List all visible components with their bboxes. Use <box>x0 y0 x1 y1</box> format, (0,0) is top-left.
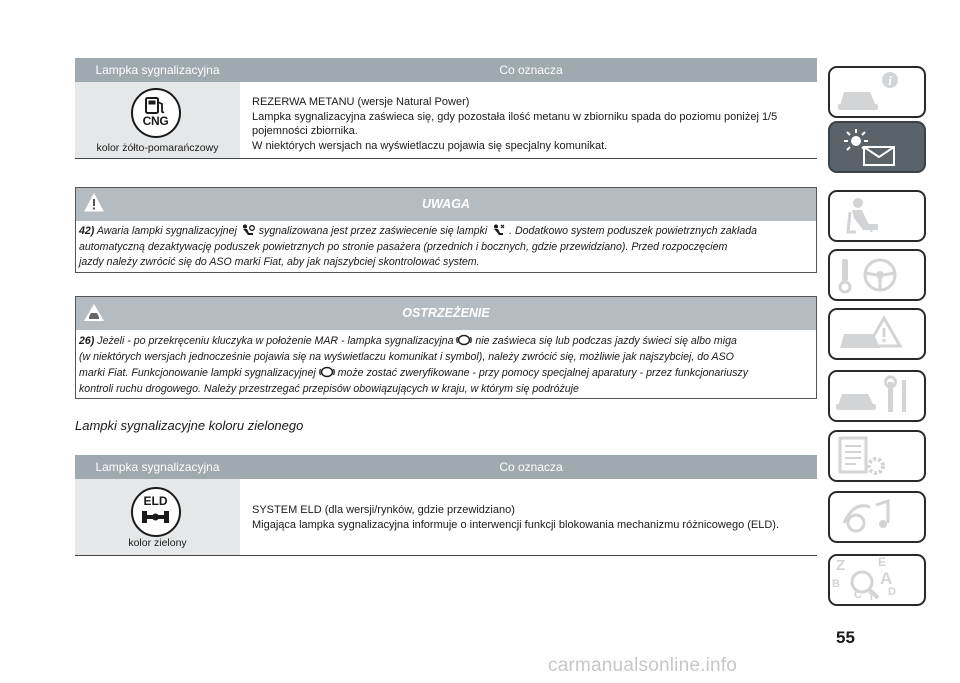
eld-differential-lock-icon <box>131 487 181 537</box>
tab-starting-driving[interactable] <box>828 249 926 301</box>
lamp-color-label: kolor żółto-pomarańczowy <box>96 142 219 154</box>
car-info-icon <box>830 68 924 116</box>
warning-text <box>79 224 814 271</box>
seat-airbag-icon <box>830 192 924 240</box>
description-line: Migająca lampka sygnalizacyjna informuje o interwencji funkcji blokowania mechanizmu różnicowego (ELD). <box>252 518 780 531</box>
caution-text-part: marki Fiat. Funkcjonowanie lampki sygnalizacyjnej <box>79 367 316 379</box>
description-line: W niektórych wersjach na wyświetlaczu pojawia się specjalny komunikat. <box>252 139 608 152</box>
lamp-color-label: kolor zielony <box>128 537 187 549</box>
tab-technical-data[interactable] <box>828 430 926 482</box>
caution-text-line: kontroli ruchu drogowego. Należy przestrzegać przepisów obowiązujących w kraju, w którym się podróżuje <box>79 383 579 395</box>
index-letter: B <box>832 578 840 590</box>
table2-header <box>75 455 817 479</box>
caution-box-header <box>76 297 816 330</box>
page-number: 55 <box>836 628 855 647</box>
table1-bottom-rule <box>75 158 817 159</box>
cng-fuel-icon <box>131 88 181 138</box>
airbag-deactivated-icon <box>490 224 506 236</box>
car-emergency-icon <box>830 310 924 358</box>
col-lamp-header: Lampka sygnalizacyjna <box>95 460 220 474</box>
index-letter: E <box>878 555 887 569</box>
table1-icon-cell <box>75 82 240 158</box>
tab-maintenance[interactable] <box>828 370 926 422</box>
index-letter: T <box>868 591 875 603</box>
cng-warning-symbol-icon <box>456 334 472 346</box>
tab-emergency[interactable] <box>828 308 926 360</box>
description-line: pojemności zbiornika. <box>252 125 358 137</box>
section-heading: Lampki sygnalizacyjne koloru zielonego <box>75 418 304 433</box>
warning-text-part: . Dodatkowo system poduszek powietrznych zakłada <box>509 225 758 237</box>
caution-title: OSTRZEŻENIE <box>402 306 490 320</box>
index-letter: Z <box>836 557 846 574</box>
col-meaning-header: Co oznacza <box>499 460 563 474</box>
warning-light-message-icon <box>830 123 924 171</box>
col-meaning-header: Co oznacza <box>499 63 563 77</box>
watermark: carmanualsonline.info <box>548 655 738 676</box>
multimedia-music-icon <box>830 493 924 541</box>
description-line: REZERWA METANU (wersje Natural Power) <box>252 96 470 108</box>
tab-index[interactable] <box>828 554 926 606</box>
index-letter: C <box>854 589 862 601</box>
index-letter: A <box>880 569 893 588</box>
tab-multimedia[interactable] <box>828 491 926 543</box>
warning-text-part: sygnalizowana jest przez zaświecenie się lampki <box>258 225 488 237</box>
svg-text:i: i <box>888 73 892 88</box>
caution-text-part: może zostać zweryfikowane - przy pomocy specjalnej aparatury - przez funkcjonariuszy <box>337 367 748 379</box>
table2-description <box>252 503 814 532</box>
caution-text-part: Jeżeli - po przekręceniu kluczyka w położenie MAR - lampka sygnalizacyjna <box>97 335 454 347</box>
caution-box <box>75 296 817 399</box>
table2-icon-cell <box>75 479 240 555</box>
warning-box-header <box>76 188 816 221</box>
caution-ref: 26) <box>79 335 95 347</box>
tab-car-info[interactable] <box>828 66 926 118</box>
caution-text-part: nie zaświeca się lub podczas jazdy świeci się albo miga <box>475 335 737 347</box>
col-lamp-header: Lampka sygnalizacyjna <box>95 63 220 77</box>
tab-warning-lights[interactable] <box>828 121 926 173</box>
table2-bottom-rule <box>75 555 817 556</box>
warning-box <box>75 187 817 273</box>
warning-text-part: Awaria lampki sygnalizacyjnej <box>96 225 237 237</box>
warning-text-line: automatyczną dezaktywację poduszek powietrznych po stronie pasażera (przednich i bocznych, gdzie przewidziano). Przed rozpoczęciem <box>79 240 728 253</box>
car-wrench-icon <box>830 372 924 420</box>
description-line: SYSTEM ELD (dla wersji/rynków, gdzie przewidziano) <box>252 504 515 516</box>
eld-label: ELD <box>143 494 168 508</box>
table1-description <box>252 95 814 153</box>
caution-text-line: (w niektórych wersjach jednocześnie pojawia się na wyświetlaczu komunikat i symbol), należy zwrócić się, możliwie jak najszybciej, do ASO <box>79 351 734 363</box>
warning-text-line: jazdy należy zwrócić się do ASO marki Fiat, aby jak najszybciej skontrolować system. <box>79 256 480 268</box>
airbag-warning-icon <box>240 224 256 236</box>
cng-warning-symbol-icon <box>319 366 335 378</box>
description-line: Lampka sygnalizacyjna zaświeca się, gdy pozostała ilość metanu w zbiorniku spada do poziomu poniżej 1/5 <box>252 110 778 123</box>
cng-label: CNG <box>142 114 169 128</box>
warning-title: UWAGA <box>422 197 470 211</box>
table1-header <box>75 58 817 82</box>
key-steering-wheel-icon <box>830 251 924 299</box>
tab-safety[interactable] <box>828 190 926 242</box>
warning-ref: 42) <box>79 225 95 237</box>
caution-text <box>79 333 814 397</box>
index-letter: D <box>888 586 896 598</box>
technical-data-gear-icon <box>830 432 924 480</box>
